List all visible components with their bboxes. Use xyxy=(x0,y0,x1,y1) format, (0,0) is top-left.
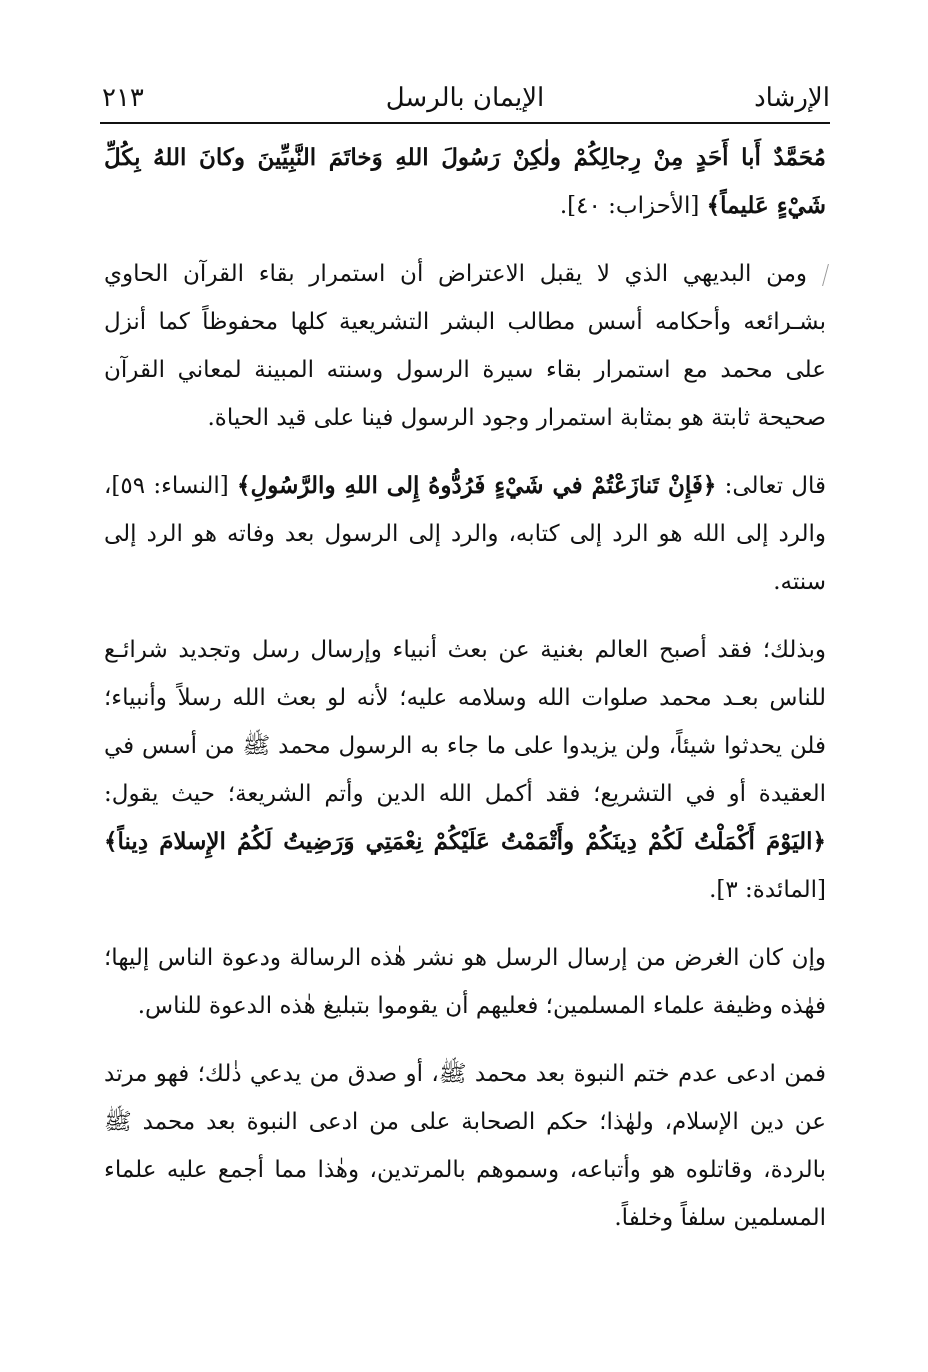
paragraph-text: فمن ادعى عدم ختم النبوة بعد محمد ﷺ، أو صدق من يدعي ذٰلك؛ فهو مرتد عن دين الإسلام، ولهٰذا؛ حكم الصحابة على من ادعى النبوة بعد محمد ﷺ بالردة، وقاتلوه هو وأتباعه، وسموهم بالمرتدين، وهٰذا مما أجمع عليه علماء المسلمين سلفاً وخلفاً. xyxy=(104,1061,826,1231)
quran-verse: ﴿اليَوْمَ أَكْمَلْتُ لَكُمْ دِينَكُمْ وأَتْمَمْتُ عَلَيْكُمْ نِعْمَتِي وَرَضِيتُ لَكُمُ الإِسلامَ دِيناً﴾ xyxy=(104,828,826,855)
header-rule xyxy=(100,122,830,124)
verse-reference: [المائدة: ٣]. xyxy=(709,877,826,903)
page-number: ٢١٣ xyxy=(102,83,144,113)
paragraph-verse-ahzab xyxy=(104,134,826,230)
paragraph-text: وإن كان الغرض من إرسال الرسل هو نشر هٰذه الرسالة ودعوة الناس إليها؛ فهٰذه وظيفة علماء المسلمين؛ فعليهم أن يقوموا بتبليغ هٰذه الدعوة للناس. xyxy=(104,945,826,1019)
book-title: الإرشاد xyxy=(754,83,830,113)
verse-reference: [الأحزاب: ٤٠]. xyxy=(559,193,707,219)
paragraph-text: وبذلك؛ فقد أصبح العالم بغنية عن بعث أنبياء وإرسال رسل وتجديد شرائـع للناس بعـد محمد صلوات الله وسلامه عليه؛ لأنه لو بعث الله رسلاً وأنبياء؛ فلن يحدثوا شيئاً، ولن يزيدوا على ما جاء به الرسول محمد ﷺ من أسس في العقيدة أو في التشريع؛ فقد أكمل الله الدين وأتم الشريعة؛ حيث يقول: xyxy=(104,637,826,807)
quran-verse: مُحَمَّدٌ أَبا أَحَدٍ مِنْ رِجالِكُمْ ولٰكِنْ رَسُولَ اللهِ وَخاتَمَ النَّبِيِّينَ وكانَ اللهُ بِكُلِّ شَيْءٍ عَليماً﴾ xyxy=(104,144,826,219)
paragraph-finality xyxy=(104,626,826,914)
paragraph-text: قال تعالى: xyxy=(716,473,826,499)
quran-verse: ﴿فَإِنْ تَنازَعْتُمْ في شَيْءٍ فَرُدُّوهُ إِلى اللهِ والرَّسُولِ﴾ xyxy=(237,472,717,499)
margin-mark-icon xyxy=(808,264,829,286)
paragraph-scholars-duty xyxy=(104,934,826,1030)
paragraph-text: [النساء: ٥٩]، والرد إلى الله هو الرد إلى كتابه، والرد إلى الرسول بعد وفاته هو الرد إلى سنته. xyxy=(104,473,826,595)
paragraph-apostasy xyxy=(104,1050,826,1242)
paragraph-quran-preservation xyxy=(104,250,826,442)
paragraph-verse-nisa xyxy=(104,462,826,606)
body-text xyxy=(104,134,826,1262)
page-header xyxy=(100,72,830,122)
paragraph-text: ومن البديهي الذي لا يقبل الاعتراض أن استمرار بقاء القرآن الحاوي بشـرائعه وأحكامه أسس مطالب البشر التشريعية كلها محفوظاً كما أنزل على محمد مع استمرار بقاء سيرة الرسول وسنته المبينة لمعاني القرآن صحيحة ثابتة هو بمثابة استمرار وجود الرسول فينا على قيد الحياة. xyxy=(104,261,826,431)
chapter-title: الإيمان بالرسل xyxy=(385,83,545,113)
